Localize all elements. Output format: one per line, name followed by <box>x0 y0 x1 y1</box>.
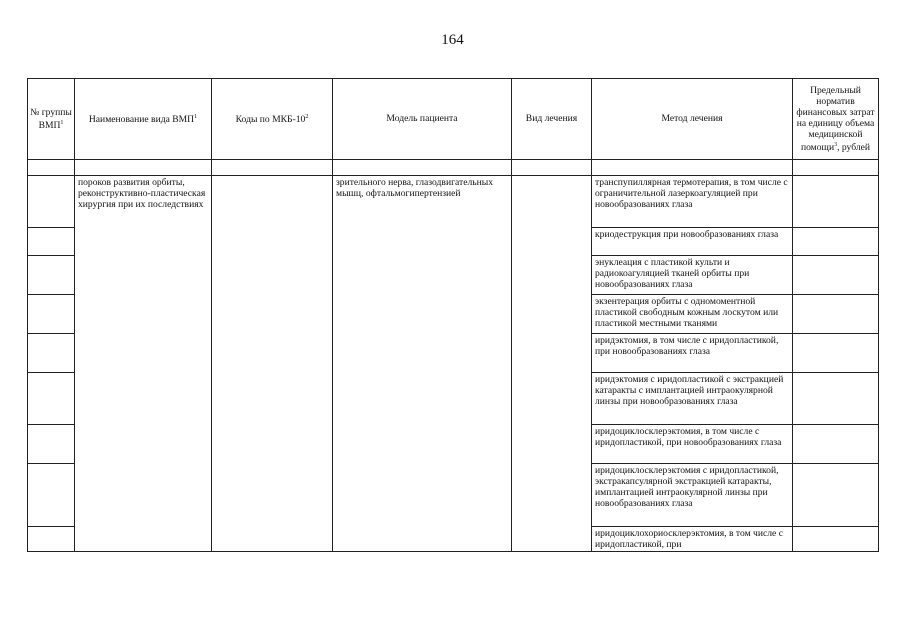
page-number: 164 <box>441 32 464 48</box>
cost-cell <box>793 425 879 464</box>
header-treatment-type: Вид лечения <box>512 79 592 160</box>
patient-model-cell: зрительного нерва, глазодвигательных мышц, офтальмогипертензией <box>333 176 512 552</box>
group-no-cell <box>28 228 75 256</box>
group-no-cell <box>28 464 75 527</box>
cost-cell <box>793 334 879 373</box>
cost-cell <box>793 527 879 552</box>
method-cell: иридоциклосклерэктомия, в том числе с иридопластикой, при новообразованиях глаза <box>592 425 793 464</box>
cost-cell <box>793 464 879 527</box>
method-cell: иридэктомия с иридопластикой с экстракцией катаракты с имплантацией интраокулярной линзы при новообразованиях глаза <box>592 373 793 425</box>
method-cell: транспупиллярная термотерапия, в том числе с ограничительной лазеркоагуляцией при новообразованиях глаза <box>592 176 793 228</box>
cost-cell <box>793 295 879 334</box>
spacer-row <box>28 160 879 176</box>
group-no-cell <box>28 176 75 228</box>
group-no-cell <box>28 334 75 373</box>
header-group-no: № группы ВМП$^1$ <box>28 79 75 160</box>
vmp-name-cell: пороков развития орбиты, реконструктивно-пластическая хирургия при их последствиях <box>75 176 212 552</box>
header-patient-model: Модель пациента <box>333 79 512 160</box>
cost-cell <box>793 256 879 295</box>
method-cell: энуклеация с пластикой культи и радиокоагуляцией тканей орбиты при новообразованиях глаза <box>592 256 793 295</box>
treatment-type-cell <box>512 176 592 552</box>
group-no-cell <box>28 256 75 295</box>
table-row <box>28 176 879 228</box>
header-mkb-codes: Коды по МКБ-$10^2$ <box>212 79 333 160</box>
group-no-cell <box>28 425 75 464</box>
method-cell: иридоциклосклерэктомия с иридопластикой, экстракапсулярной экстракцией катаракты, имплантацией интраокулярной линзы при новообразованиях глаза <box>592 464 793 527</box>
method-cell: иридоциклохориосклерэктомия, в том числе с иридопластикой, при <box>592 527 793 552</box>
vmp-table <box>27 78 879 552</box>
mkb-codes-cell <box>212 176 333 552</box>
header-treatment-method: Метод лечения <box>592 79 793 160</box>
group-no-cell <box>28 295 75 334</box>
table-header-row <box>28 79 879 160</box>
method-cell: криодеструкция при новообразованиях глаза <box>592 228 793 256</box>
method-cell: иридэктомия, в том числе с иридопластикой, при новообразованиях глаза <box>592 334 793 373</box>
header-vmp-name: Наименование вида ВМП$^1$ <box>75 79 212 160</box>
group-no-cell <box>28 527 75 552</box>
cost-cell <box>793 228 879 256</box>
header-cost-norm: Предельный норматив финансовых затрат на единицу объема медицинской помощи$^3$, рублей <box>793 79 879 160</box>
method-cell: экзентерация орбиты с одномоментной пластикой свободным кожным лоскутом или пластикой местными тканями <box>592 295 793 334</box>
cost-cell <box>793 176 879 228</box>
group-no-cell <box>28 373 75 425</box>
cost-cell <box>793 373 879 425</box>
